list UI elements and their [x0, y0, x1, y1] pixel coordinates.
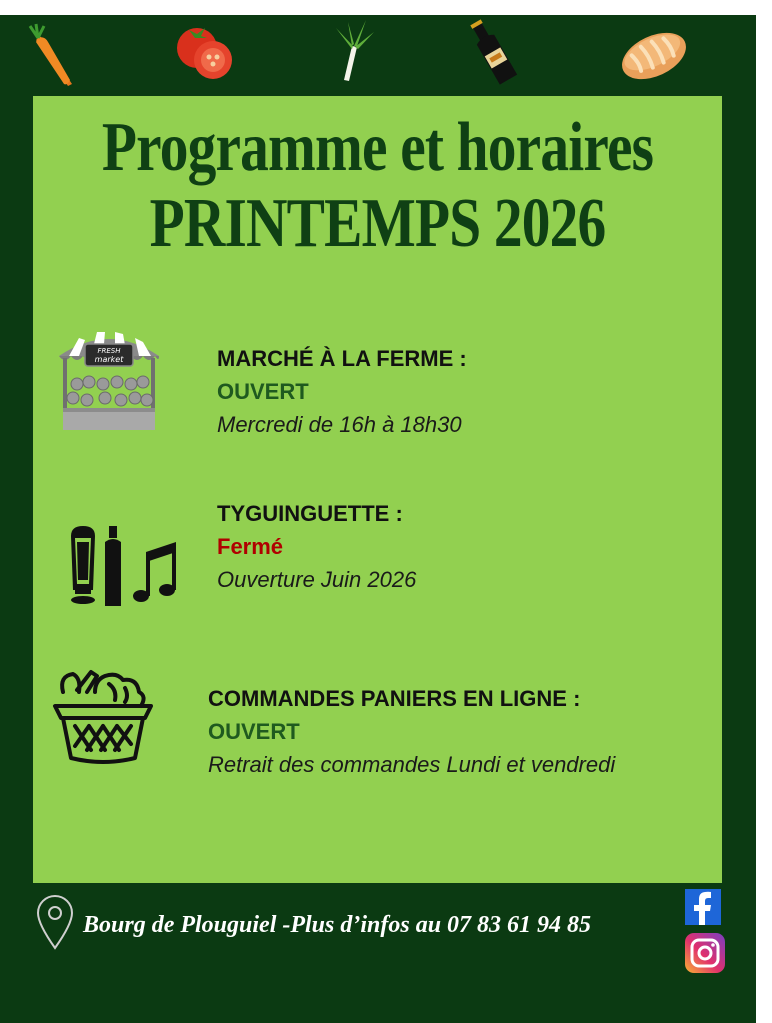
footer-contact: Bourg de Plouguiel -Plus d’infos au 07 83 61 94 85 — [83, 912, 592, 938]
section-baskets — [208, 682, 615, 781]
section-market-status: OUVERT — [217, 379, 309, 404]
section-baskets-title: COMMANDES PANIERS EN LIGNE : — [208, 686, 581, 711]
page-subtitle: PRINTEMPS 2026 — [149, 185, 606, 262]
section-baskets-detail: Retrait des commandes Lundi et vendredi — [208, 752, 616, 777]
section-baskets-status: OUVERT — [208, 719, 300, 744]
content-panel — [33, 96, 722, 883]
section-market-title: MARCHÉ À LA FERME : — [217, 346, 467, 371]
facebook-icon[interactable] — [685, 889, 721, 925]
market-stall-icon — [55, 326, 163, 434]
section-guinguette-status: Fermé — [217, 534, 284, 559]
section-market — [217, 342, 467, 441]
bread-icon — [618, 26, 690, 86]
section-market-detail: Mercredi de 16h à 18h30 — [217, 412, 462, 437]
bottle-icon — [462, 16, 522, 86]
tomato-icon — [175, 24, 237, 80]
section-guinguette-detail: Ouverture Juin 2026 — [217, 567, 417, 592]
location-pin-icon — [36, 894, 74, 950]
instagram-icon[interactable] — [685, 933, 725, 973]
page-title: Programme et horaires — [101, 109, 654, 186]
market-sign-text-2: market — [94, 355, 124, 364]
basket-icon — [51, 666, 155, 772]
carrot-icon — [28, 22, 80, 88]
leek-icon — [330, 16, 378, 82]
section-guinguette — [217, 497, 416, 596]
section-guinguette-title: TYGUINGUETTE : — [217, 501, 403, 526]
market-sign-text: FRESH — [97, 347, 121, 355]
drinks-music-icon — [67, 524, 179, 608]
